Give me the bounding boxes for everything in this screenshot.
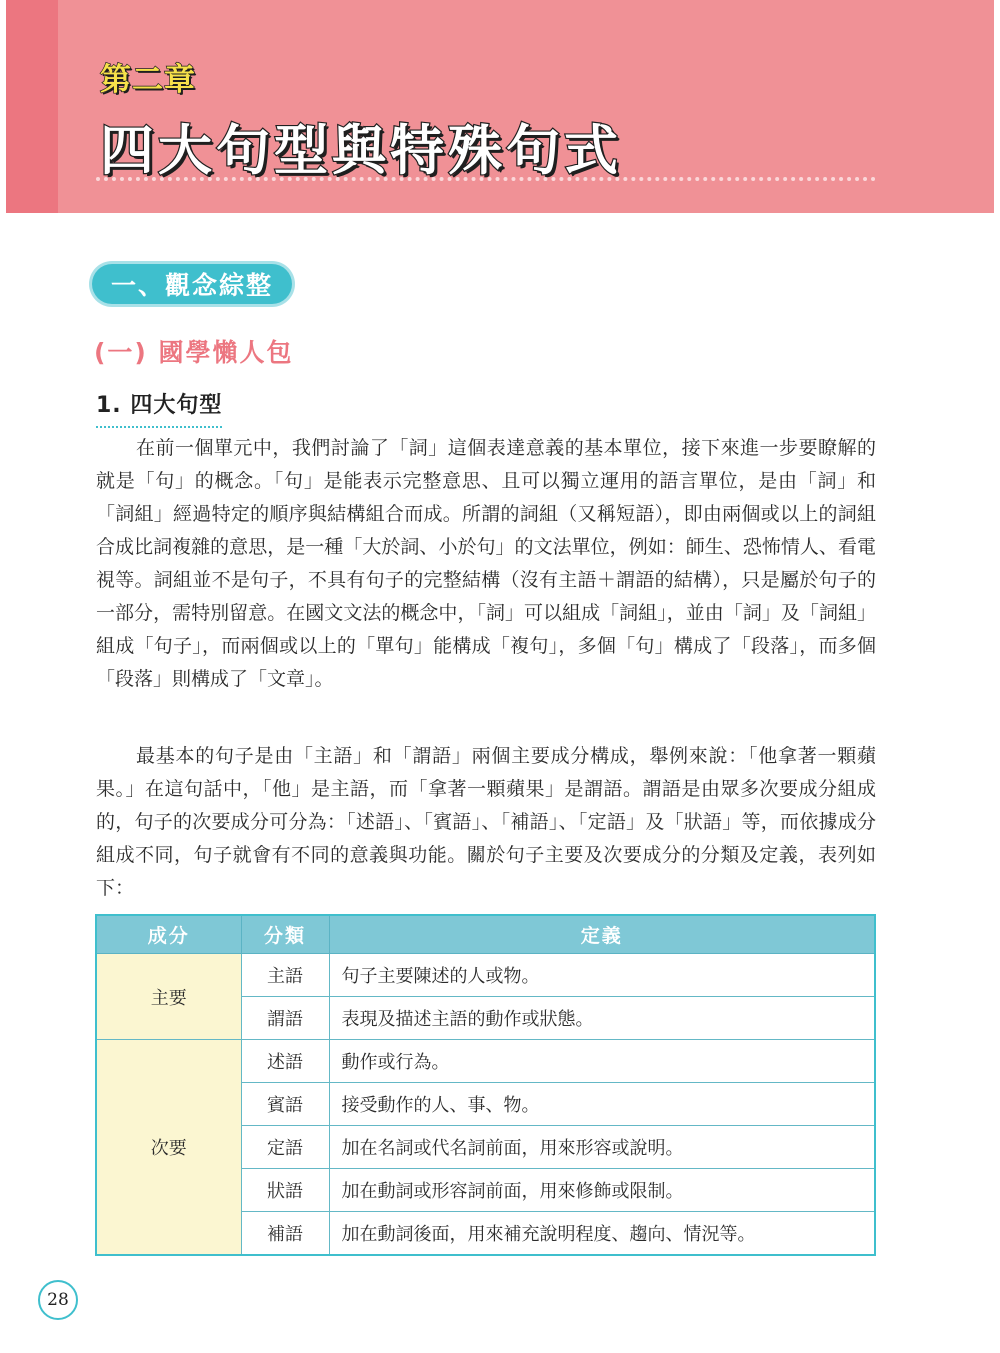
definition-cell: 加在動詞後面，用來補充說明程度、趨向、情況等。	[329, 1212, 875, 1256]
subsection-title: (一) 國學懶人包	[94, 338, 294, 367]
item-heading: 1. 四大句型	[96, 388, 222, 428]
section-title: 一、觀念綜整	[110, 271, 273, 300]
page-number-badge	[38, 1280, 78, 1320]
header-classification: 分類	[241, 915, 329, 954]
chapter-label: 第二章	[100, 62, 196, 98]
table-row	[96, 1040, 875, 1083]
subcategory-cell: 賓語	[241, 1083, 329, 1126]
category-cell: 主要	[96, 954, 241, 1040]
body-paragraph-2: 最基本的句子是由「主語」和「謂語」兩個主要成分構成，舉例來說：「他拿著一顆蘋果。」在這句話中，「他」是主語，而「拿著一顆蘋果」是謂語。謂語是由眾多次要成分組成的，句子的次要成分可分為：「述語」、「賓語」、「補語」、「定語」及「狀語」等，而依據成分組成不同，句子就會有不同的意義與功能。關於句子主要及次要成分的分類及定義，表列如下：	[96, 745, 876, 899]
header-definition: 定義	[329, 915, 875, 954]
table-header-row	[96, 915, 875, 954]
subcategory-cell: 定語	[241, 1126, 329, 1169]
definition-cell: 加在動詞或形容詞前面，用來修飾或限制。	[329, 1169, 875, 1212]
definition-cell: 動作或行為。	[329, 1040, 875, 1083]
header-component: 成分	[96, 915, 241, 954]
page-number: 28	[47, 1290, 69, 1310]
definition-cell: 表現及描述主語的動作或狀態。	[329, 997, 875, 1040]
subcategory-cell: 謂語	[241, 997, 329, 1040]
subcategory-cell: 主語	[241, 954, 329, 997]
subcategory-cell: 狀語	[241, 1169, 329, 1212]
section-title-pill	[92, 264, 292, 304]
sentence-components-table	[95, 914, 876, 1256]
chapter-title: 四大句型與特殊句式	[100, 119, 622, 182]
subcategory-cell: 述語	[241, 1040, 329, 1083]
definition-cell: 接受動作的人、事、物。	[329, 1083, 875, 1126]
definition-cell: 句子主要陳述的人或物。	[329, 954, 875, 997]
banner-accent-stripe	[6, 0, 58, 213]
body-paragraph-1: 在前一個單元中，我們討論了「詞」這個表達意義的基本單位，接下來進一步要瞭解的就是「句」的概念。「句」是能表示完整意思、且可以獨立運用的語言單位，是由「詞」和「詞組」經過特定的順序與結構組合而成。所謂的詞組（又稱短語），即由兩個或以上的詞組合成比詞複雜的意思，是一種「大於詞、小於句」的文法單位，例如：師生、恐怖情人、看電視等。詞組並不是句子，不具有句子的完整結構（沒有主語＋謂語的結構），只是屬於句子的一部分，需特別留意。在國文文法的概念中，「詞」可以組成「詞組」，並由「詞」及「詞組」組成「句子」，而兩個或以上的「單句」能構成「複句」，多個「句」構成了「段落」，而多個「段落」則構成了「文章」。	[96, 437, 876, 690]
table-row	[96, 954, 875, 997]
category-cell: 次要	[96, 1040, 241, 1256]
banner-dotted-divider	[96, 177, 876, 181]
subcategory-cell: 補語	[241, 1212, 329, 1256]
definition-cell: 加在名詞或代名詞前面，用來形容或說明。	[329, 1126, 875, 1169]
